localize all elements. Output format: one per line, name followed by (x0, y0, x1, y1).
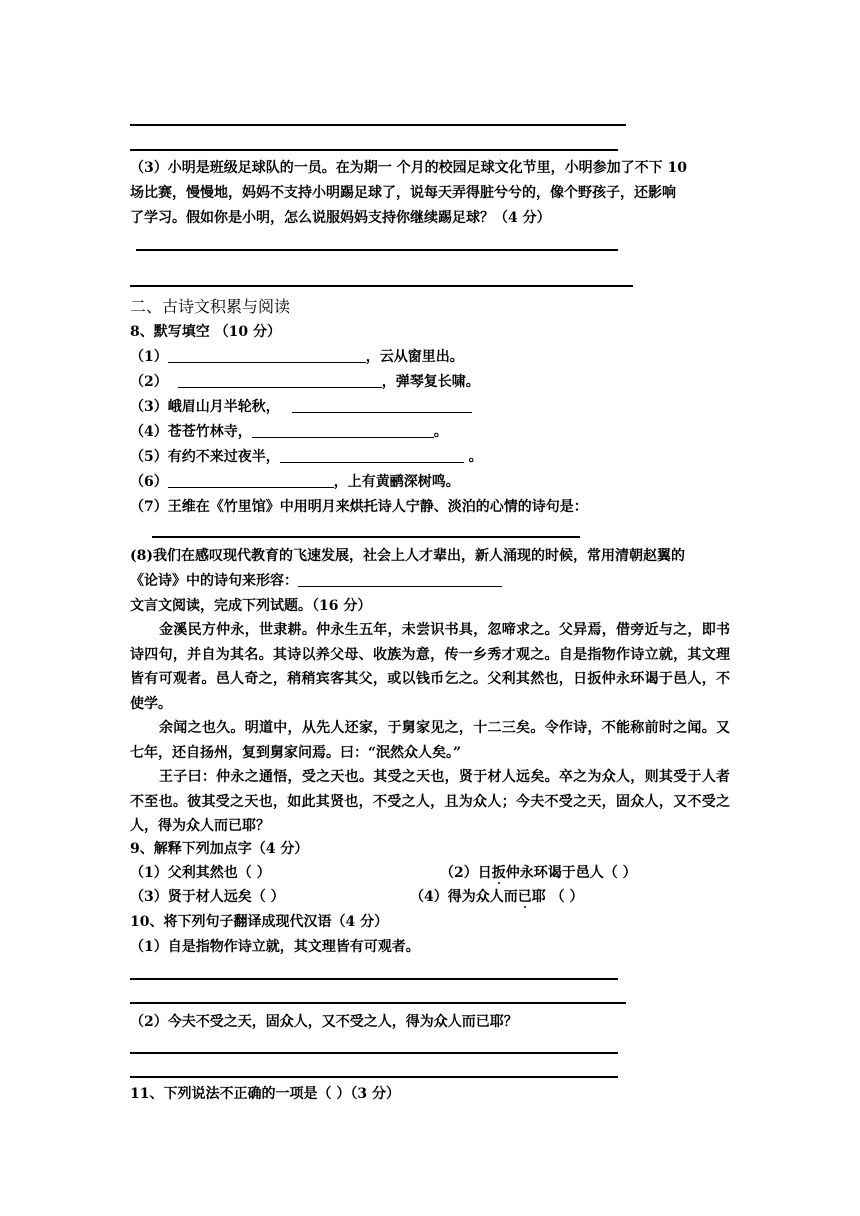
dotted-char: 扳 (491, 865, 506, 881)
q8-title: 8、默写填空 （10 分） (130, 324, 281, 340)
fill-blank[interactable] (280, 448, 464, 463)
q9-item-1: （1）父利其然也（ ） (130, 865, 271, 881)
q8-item-4 (130, 422, 448, 442)
q9-item-4 (410, 887, 584, 907)
item-text: ，弹琴复长啸。 (381, 374, 480, 390)
classical-intro: 文言文阅读，完成下列试题。（16 分） (130, 598, 372, 614)
q9-item-2 (440, 863, 637, 883)
fill-blank[interactable] (292, 398, 472, 413)
item-text: 《论诗》中的诗句来形容： (130, 573, 298, 589)
fill-blank[interactable] (168, 348, 366, 363)
answer-line[interactable] (130, 978, 618, 980)
fill-blank[interactable] (178, 373, 382, 388)
q8-item-6 (130, 472, 460, 492)
item-text: （4）得为众人而 (410, 889, 518, 905)
answer-line (130, 285, 633, 287)
item-text: ，上有黄鹂深树鸣。 (333, 474, 460, 490)
q7-part3-line1: （3）小明是班级足球队的一员。在为期一 个月的校园足球文化节里，小明参加了不下 10 (130, 160, 687, 176)
item-text: 仲永环谒于邑人（ ） (505, 865, 637, 881)
answer-line (136, 249, 618, 251)
q9-title: 9、解释下列加点字（4 分） (130, 841, 309, 857)
q8-item-8-line1: (8)我们在感叹现代教育的飞速发展，社会上人才辈出，新人涌现的时候，常用清朝赵翼的 (130, 548, 685, 564)
item-number: （5）有约不来过夜半， (130, 449, 280, 465)
classical-paragraph-1: 金溪民方仲永，世隶耕。仲永生五年，未尝识书具，忽啼求之。父异焉，借旁近与之，即书诗四句，并自为其名。其诗以养父母、收族为意，传一乡秀才观之。自是指物作诗立就，其文理皆有可观者。邑人奇之，稍稍宾客其父，或以钱币乞之。父利其然也，日扳仲永环谒于邑人，不使学。 (130, 622, 730, 712)
q9-item-3: （3）贤于材人远矣（ ） (130, 889, 285, 905)
q7-part3-line3: 了学习。假如你是小明，怎么说服妈妈支持你继续踢足球？（4 分） (130, 210, 551, 226)
answer-line[interactable] (130, 1052, 618, 1054)
section-title: 二、古诗文积累与阅读 (130, 297, 291, 316)
item-text: （2）日 (440, 865, 492, 881)
fill-blank[interactable] (298, 572, 502, 587)
q8-item-1 (130, 347, 464, 367)
answer-line[interactable] (130, 1002, 626, 1004)
item-number: （3）峨眉山月半轮秋， (130, 399, 280, 415)
fill-blank[interactable] (152, 536, 580, 538)
q8-item-7: （7）王维在《竹里馆》中用明月来烘托诗人宁静、淡泊的心情的诗句是： (130, 499, 588, 515)
q10-title: 10、将下列句子翻译成现代汉语（4 分） (130, 914, 389, 930)
item-text: 。 (463, 449, 483, 465)
q11-title: 11、下列说法不正确的一项是（ ）（3 分） (130, 1086, 400, 1102)
classical-paragraph-3: 王子曰：仲永之通悟，受之天也。其受之天也，贤于材人远矣。卒之为众人，则其受于人者不至也。彼其受之天也，如此其贤也，不受之人，且为众人；今夫不受之天，固众人，又不受之人，得为众人而已耶？ (130, 769, 730, 834)
item-text: 。 (433, 424, 448, 440)
q8-item-2 (130, 372, 480, 392)
answer-line (130, 124, 626, 126)
q10-sentence-2: （2）今夫不受之天，固众人，又不受之人，得为众人而已耶？ (130, 1014, 518, 1030)
classical-paragraph-2: 余闻之也久。明道中，从先人还家，于舅家见之，十二三矣。令作诗，不能称前时之闻。又七年，还自扬州，复到舅家问焉。曰：“泯然众人矣。” (130, 720, 730, 761)
q8-item-5 (130, 447, 483, 467)
item-number: （4）苍苍竹林寺， (130, 424, 252, 440)
q8-item-8-line2 (130, 571, 502, 591)
fill-blank[interactable] (168, 473, 334, 488)
answer-line[interactable] (130, 1076, 618, 1078)
q7-part3-line2: 场比赛，慢慢地，妈妈不支持小明踢足球了，说每天弄得脏兮兮的，像个野孩子，还影响 (130, 185, 676, 201)
item-text: 耶 （ ） (531, 889, 584, 905)
item-number: （1） (130, 349, 168, 365)
item-number: （2） (130, 374, 168, 390)
fill-blank[interactable] (252, 423, 434, 438)
answer-line (130, 149, 618, 151)
item-number: （6） (130, 474, 168, 490)
dotted-char: 已 (517, 889, 532, 905)
q8-item-3 (130, 397, 472, 417)
q10-sentence-1: （1）自是指物作诗立就，其文理皆有可观者。 (130, 939, 420, 955)
item-text: ，云从窗里出。 (365, 349, 464, 365)
